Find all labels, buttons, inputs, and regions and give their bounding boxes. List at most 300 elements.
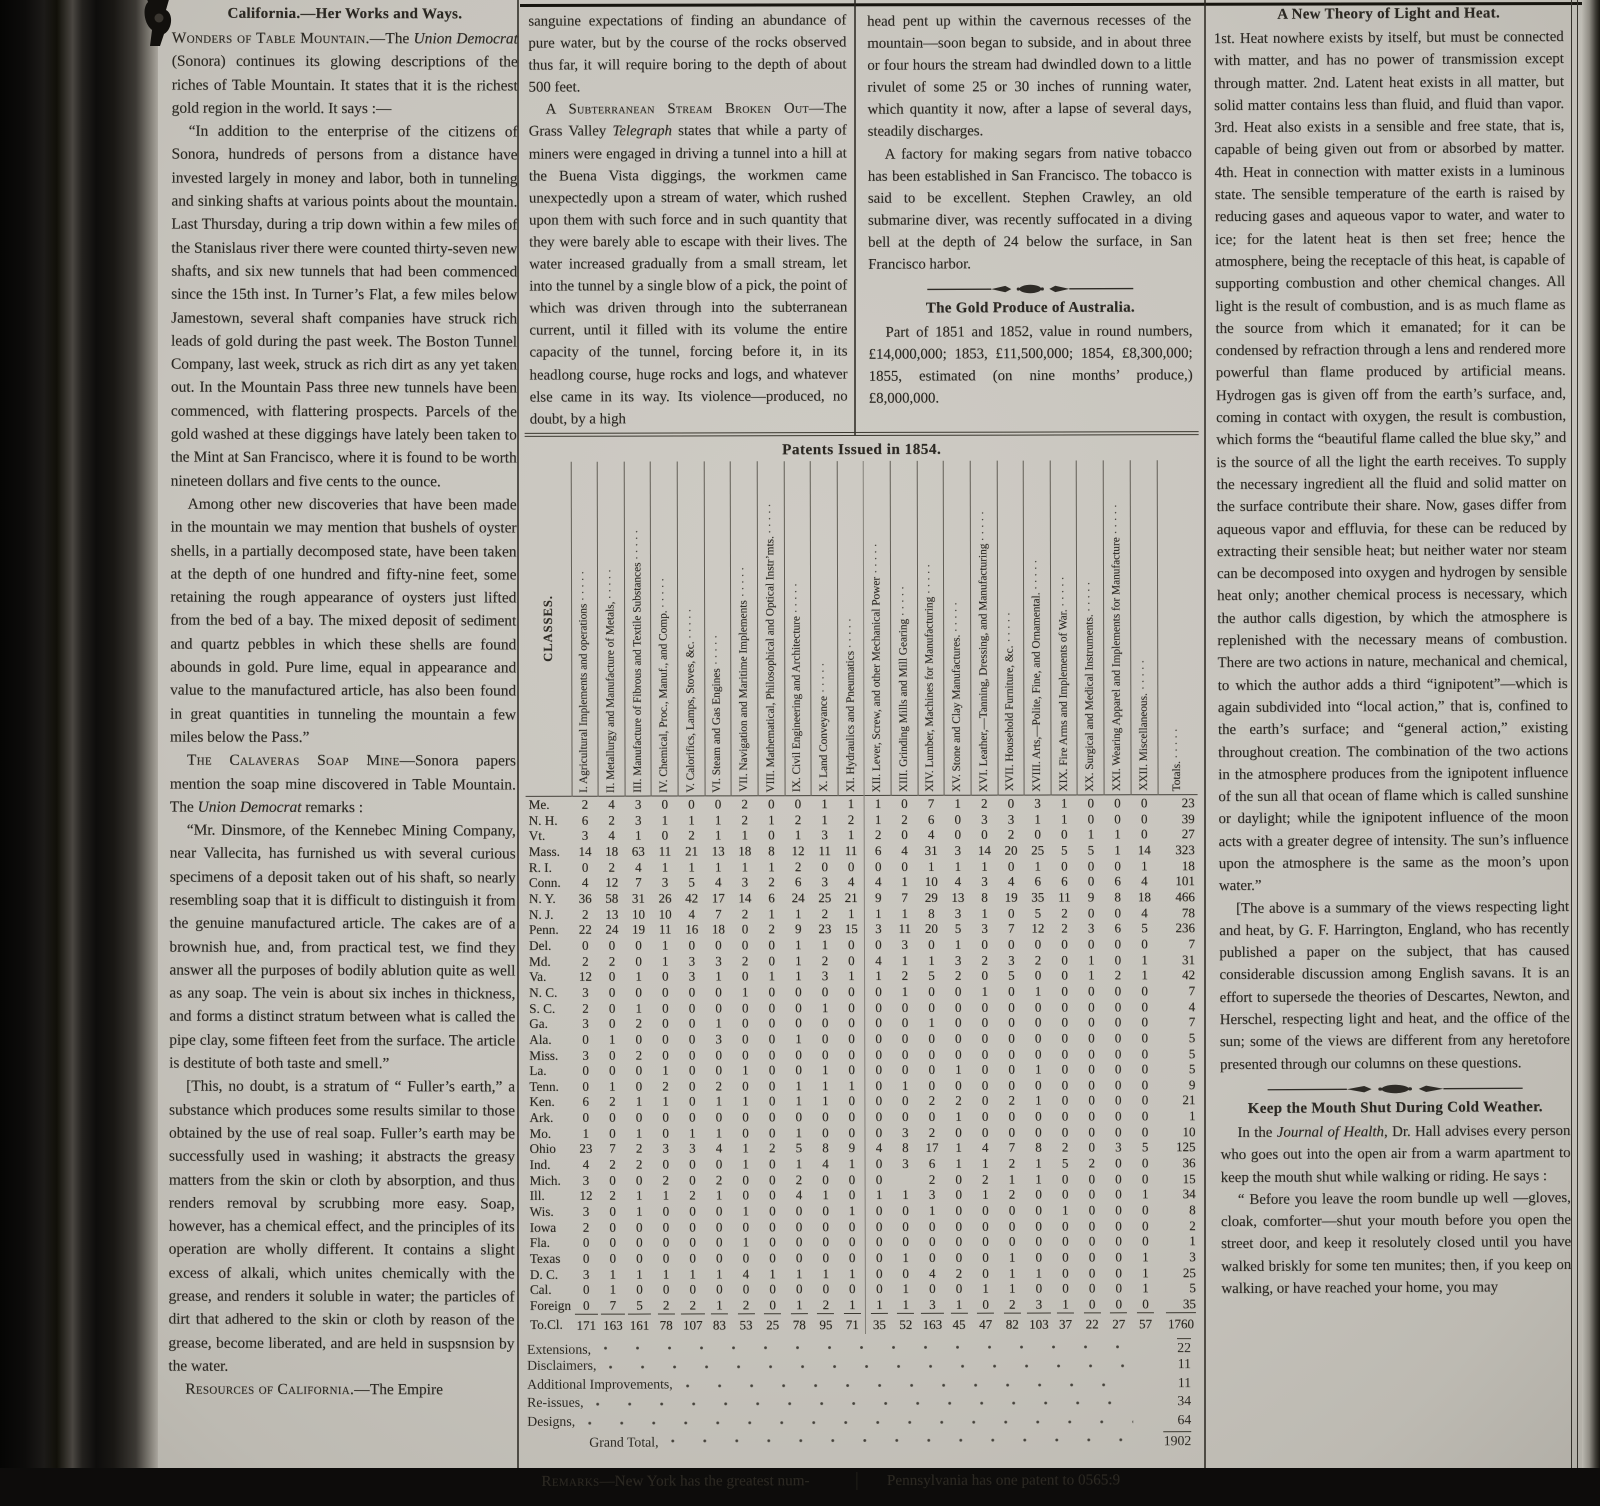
table-cell: 0 xyxy=(892,1234,919,1250)
table-cell: 1 xyxy=(758,812,785,828)
table-cell: 0 xyxy=(573,1298,600,1314)
table-cell: 4 xyxy=(865,1140,892,1156)
table-cell: 2 xyxy=(972,1171,999,1187)
text-segment: Wonders of Table Mountain.— xyxy=(172,30,386,48)
table-cell: 0 xyxy=(839,1109,866,1125)
table-cell: 2 xyxy=(732,906,759,922)
table-cell: 1 xyxy=(785,906,812,922)
table-cell: 1 xyxy=(652,1063,679,1079)
table-cell: 0 xyxy=(1079,1234,1106,1250)
table-cell: 4 xyxy=(998,874,1025,890)
classes-header xyxy=(525,462,572,797)
table-cell: 0 xyxy=(998,983,1025,999)
table-cell: 0 xyxy=(918,1078,945,1094)
table-cell: 0 xyxy=(1025,936,1052,952)
article-title-light-heat: A New Theory of Light and Heat. xyxy=(1214,5,1564,24)
table-cell: 1 xyxy=(944,795,971,811)
table-cell: 0 xyxy=(998,905,1025,921)
table-cell: 7 xyxy=(600,1298,627,1314)
table-row-label: Ga. xyxy=(526,1016,572,1032)
class-totals-cell xyxy=(600,1313,627,1334)
class-total-value: 53 xyxy=(738,1313,755,1334)
table-cell: 0 xyxy=(599,1047,626,1063)
table-cell: 2 xyxy=(572,1000,599,1016)
table-cell: 0 xyxy=(1105,1155,1132,1171)
table-cell: 1 xyxy=(652,812,679,828)
table-cell: 0 xyxy=(1079,1249,1106,1265)
class-totals-cell xyxy=(813,1313,840,1334)
table-row xyxy=(526,905,1198,922)
table-cell: 3 xyxy=(1078,921,1105,937)
table-cell: 63 xyxy=(625,844,652,860)
table-cell: 2 xyxy=(812,906,839,922)
table-cell: 1 xyxy=(785,953,812,969)
table-cell: 29 xyxy=(918,890,945,906)
table-cell: 0 xyxy=(1052,1062,1079,1078)
table-cell: 0 xyxy=(1105,983,1132,999)
table-cell: 0 xyxy=(679,1219,706,1235)
table-cell: 0 xyxy=(892,1046,919,1062)
table-cell: 0 xyxy=(1051,1046,1078,1062)
table-cell: 0 xyxy=(732,1078,759,1094)
table-cell: 1 xyxy=(918,952,945,968)
table-cell: 0 xyxy=(599,1219,626,1235)
column-header-label: XIV. Lumber, Machines for Manufacturing · · · xyxy=(925,564,937,792)
table-cell: 1 xyxy=(599,1266,626,1282)
table-cell: 5 xyxy=(678,875,705,891)
table-cell: 1 xyxy=(892,1297,919,1313)
table-cell: 0 xyxy=(706,1219,733,1235)
table-cell: 11 xyxy=(652,843,679,859)
table-cell: 1 xyxy=(785,968,812,984)
table-cell: 0 xyxy=(998,936,1025,952)
footer-row-label: Additional Improvements, xyxy=(527,1376,673,1392)
table-cell: 12 xyxy=(572,969,599,985)
text-segment: —The Grass Valley xyxy=(529,101,847,140)
table-cell: 4 xyxy=(678,906,705,922)
table-cell: 0 xyxy=(732,1219,759,1235)
table-cell: 0 xyxy=(918,1062,945,1078)
table-cell: 0 xyxy=(573,1235,600,1251)
table-cell: 1 xyxy=(1052,1202,1079,1218)
text-segment: Union Democrat xyxy=(414,30,518,47)
table-cell: 31 xyxy=(918,843,945,859)
table-cell: 2 xyxy=(998,1093,1025,1109)
table-cell: 26 xyxy=(652,890,679,906)
table-row xyxy=(526,1061,1198,1078)
table-cell: 1 xyxy=(679,1125,706,1141)
table-cell: 1 xyxy=(1131,952,1158,968)
table-cell: 0 xyxy=(1052,1109,1079,1125)
table-cell: 3 xyxy=(679,969,706,985)
dot-leader xyxy=(685,1382,1133,1388)
table-cell: 0 xyxy=(972,1109,999,1125)
table-cell: 0 xyxy=(705,937,732,953)
table-column-header xyxy=(917,461,945,796)
table-cell: 3 xyxy=(812,968,839,984)
table-cell: 0 xyxy=(759,1047,786,1063)
table-row-label: La. xyxy=(526,1063,572,1079)
table-cell: 0 xyxy=(653,1219,680,1235)
table-cell: 2 xyxy=(572,796,599,812)
table-cell: 1 xyxy=(732,859,759,875)
table-cell: 1 xyxy=(999,1281,1026,1297)
table-cell: 7 xyxy=(705,906,732,922)
table-cell: 13 xyxy=(945,890,972,906)
text-segment: states that while a party of miners were engaged in driving a tunnel into a hill at the Buena Vista diggings, the workmen came unexpectedly upon a stream of water, which rushed upon them with such force and in such quantity that they were barely able to escape with their lives. The water increased gradually from a small stream, let into the tunnel by a single blow of a pick, the point of which was driven through into the subterranean current, until it filled with its volume the entire capacity of the tunnel, forcing before it, in its headlong course, huge rocks and logs, and whatever else came in its way. Its violence—produced, no doubt, by a high xyxy=(529,123,848,427)
dot-leader xyxy=(596,1401,1134,1407)
table-cell: 1 xyxy=(839,1078,866,1094)
table-cell: 4 xyxy=(812,1156,839,1172)
table-cell: 2 xyxy=(971,952,998,968)
table-cell: 0 xyxy=(1131,811,1158,827)
table-cell: 0 xyxy=(812,1031,839,1047)
table-cell: 0 xyxy=(1131,1046,1158,1062)
table-cell: 2 xyxy=(626,1157,653,1173)
table-cell: 10 xyxy=(625,906,652,922)
table-cell: 1 xyxy=(971,858,998,874)
table-row-label: N. H. xyxy=(526,812,572,828)
table-cell: 2 xyxy=(652,1172,679,1188)
table-cell: 0 xyxy=(758,984,785,1000)
table-cell: 0 xyxy=(679,1031,706,1047)
table-cell: 5 xyxy=(945,921,972,937)
table-row-total: 236 xyxy=(1158,920,1198,936)
table-cell: 2 xyxy=(813,1297,840,1313)
remarks-left xyxy=(527,1472,856,1491)
class-totals-grand xyxy=(1159,1312,1199,1333)
table-cell: 1 xyxy=(891,952,918,968)
table-cell: 0 xyxy=(865,859,892,875)
table-column-header xyxy=(597,462,625,797)
table-cell: 1 xyxy=(785,1078,812,1094)
table-row-total: 9 xyxy=(1158,1077,1198,1093)
column-header-label: XVI. Leather,—Tanning, Dressing, and Manufacturing · · · xyxy=(978,510,990,791)
table-cell: 1 xyxy=(1132,1187,1159,1203)
table-cell: 0 xyxy=(998,1046,1025,1062)
table-cell: 1 xyxy=(838,906,865,922)
table-cell: 14 xyxy=(971,843,998,859)
table-cell: 0 xyxy=(1078,1140,1105,1156)
table-cell: 0 xyxy=(626,1251,653,1267)
table-cell: 2 xyxy=(625,1016,652,1032)
table-row xyxy=(526,952,1198,969)
table-cell: 2 xyxy=(892,968,919,984)
table-cell: 0 xyxy=(839,1281,866,1297)
table-cell: 1 xyxy=(625,828,652,844)
table-cell: 14 xyxy=(732,890,759,906)
class-totals-cell xyxy=(1052,1312,1079,1333)
table-cell: 0 xyxy=(866,1219,893,1235)
class-total-value: 161 xyxy=(628,1313,652,1334)
table-cell: 1 xyxy=(999,1265,1026,1281)
table-cell: 6 xyxy=(918,811,945,827)
table-cell: 0 xyxy=(1104,952,1131,968)
table-cell: 1 xyxy=(891,905,918,921)
table-cell: 2 xyxy=(1051,921,1078,937)
table-cell: 35 xyxy=(1024,889,1051,905)
text-segment: remarks : xyxy=(301,799,363,816)
paragraph-subterranean-stream xyxy=(529,98,848,431)
table-cell: 8 xyxy=(1025,1140,1052,1156)
table-cell: 1 xyxy=(759,1266,786,1282)
paragraph-enterprise: “In addition to the enterprise of the citizens of Sonora, hundreds of persons from a distance have invested largely in money and labor, both in tunneling and sinking shafts at various points about the mountain. Last Thursday, during a trip down within a few miles of the Stanislaus river there were counted thirty-seven new shafts, and six new tunnels that had been commenced since the 15th inst. In Turner’s Flat, a few miles below Jamestown, several shaft companies have struck rich leads of gold during the past week. The Boston Tunnel Company, last week, struck as rich dirt as any yet taken out. In the Mountain Pass three new tunnels have been commenced, with flattering prospects. Parcels of the gold washed at these diggings have lately been taken to the Mint at San Francisco, where it is found to be worth nineteen dollars and five cents to the ounce. xyxy=(171,120,518,494)
table-cell: 0 xyxy=(866,1234,893,1250)
table-cell: 1 xyxy=(892,1078,919,1094)
table-cell: 1 xyxy=(626,1188,653,1204)
table-cell: 0 xyxy=(626,1172,653,1188)
table-cell: 6 xyxy=(1104,921,1131,937)
table-cell: 1 xyxy=(705,1016,732,1032)
table-cell: 12 xyxy=(785,843,812,859)
table-cell: 0 xyxy=(945,1218,972,1234)
column-header-label: VII. Navigation and Maritime Implements · · · xyxy=(738,568,750,793)
table-cell: 0 xyxy=(1079,1202,1106,1218)
footer-row xyxy=(527,1375,1191,1395)
table-cell: 3 xyxy=(705,953,732,969)
table-cell: 0 xyxy=(785,1062,812,1078)
table-row-total: 23 xyxy=(1158,795,1198,811)
table-cell: 0 xyxy=(599,1251,626,1267)
table-cell: 0 xyxy=(971,937,998,953)
table-row-total: 34 xyxy=(1159,1187,1199,1203)
table-cell: 17 xyxy=(705,890,732,906)
table-cell: 0 xyxy=(865,1046,892,1062)
table-cell: 0 xyxy=(1105,1046,1132,1062)
column-header-label: IX. Civil Engineering and Architecture · · · xyxy=(792,583,804,792)
table-cell: 36 xyxy=(572,891,599,907)
table-cell: 1 xyxy=(1024,858,1051,874)
table-cell: 21 xyxy=(678,843,705,859)
table-cell: 0 xyxy=(679,1047,706,1063)
table-cell: 0 xyxy=(626,1063,653,1079)
table-column-header xyxy=(571,462,599,797)
table-row-total: 42 xyxy=(1158,967,1198,983)
table-cell: 0 xyxy=(918,1031,945,1047)
table-cell: 1 xyxy=(705,969,732,985)
table-cell: 1 xyxy=(838,827,865,843)
table-cell: 0 xyxy=(653,1251,680,1267)
table-cell: 24 xyxy=(785,890,812,906)
paper xyxy=(158,0,1600,1468)
footer-row-value xyxy=(1145,1431,1191,1449)
table-cell: 1 xyxy=(705,812,732,828)
table-cell: 0 xyxy=(758,937,785,953)
table-cell: 0 xyxy=(972,1062,999,1078)
table-row-label: Mass. xyxy=(526,844,572,860)
table-cell: 58 xyxy=(598,891,625,907)
table-cell: 3 xyxy=(572,1047,599,1063)
table-cell: 0 xyxy=(1051,983,1078,999)
table-cell: 0 xyxy=(1025,1124,1052,1140)
column-rule-3 xyxy=(1204,0,1206,1468)
dot-leader xyxy=(671,1438,1134,1444)
table-cell: 0 xyxy=(919,1234,946,1250)
class-totals-cell xyxy=(733,1313,760,1334)
table-cell: 0 xyxy=(1025,1187,1052,1203)
table-cell: 0 xyxy=(786,1203,813,1219)
class-totals-cell xyxy=(786,1313,813,1334)
table-row xyxy=(526,842,1198,859)
table-cell: 1 xyxy=(812,1062,839,1078)
table-cell: 0 xyxy=(1078,1015,1105,1031)
table-cell: 9 xyxy=(839,1140,866,1156)
table-cell: 0 xyxy=(1052,1093,1079,1109)
footer-row-label: Designs, xyxy=(527,1414,575,1430)
table-cell: 1 xyxy=(786,1266,813,1282)
table-cell: 12 xyxy=(573,1188,600,1204)
table-cell: 0 xyxy=(706,1282,733,1298)
table-cell: 14 xyxy=(1131,842,1158,858)
column-header-label: VIII. Mathematical, Philosophical and Optical Instr’mts. · · · xyxy=(765,503,777,792)
class-total-value: 52 xyxy=(897,1313,914,1334)
dot-leader xyxy=(603,1345,1133,1351)
table-row-label: Iowa xyxy=(527,1219,573,1235)
paragraph-fullers-earth: [This, no doubt, is a stratum of “ Fuller’s earth,” a substance which produces some results similar to those obtained by the use of real soap. Fuller’s earth may be successfully used in washing; it abstracts the greasy matters from the skin or cloth by absorption, and thus renders removal by scrubbing more easy. Soap, however, has a chemical effect, and the principles of its operation are wholly different. It contains a slight excess of alkali, which unites chemically with the grease, and renders it soluble in water; the particles of dirt that adhered to the skin or cloth by reason of the grease, become liberated, and are held in suspsnsion by the water. xyxy=(168,1075,515,1379)
table-cell: 2 xyxy=(999,1156,1026,1172)
table-cell: 0 xyxy=(652,1110,679,1126)
table-cell: 1 xyxy=(625,1000,652,1016)
table-row-label: D. C. xyxy=(527,1266,573,1282)
table-cell: 1 xyxy=(786,1156,813,1172)
table-cell: 1 xyxy=(918,858,945,874)
table-cell: 3 xyxy=(998,811,1025,827)
table-cell: 2 xyxy=(572,906,599,922)
table-cell: 6 xyxy=(572,812,599,828)
table-cell: 0 xyxy=(1077,795,1104,811)
table-row-label: Penn. xyxy=(526,922,572,938)
table-cell: 0 xyxy=(812,1203,839,1219)
column-rule-2 xyxy=(854,0,856,436)
table-cell: 0 xyxy=(1105,1171,1132,1187)
table-cell: 1 xyxy=(626,1094,653,1110)
table-column-header xyxy=(704,461,732,796)
footer-row-value: 64 xyxy=(1145,1412,1191,1428)
table-cell: 0 xyxy=(1132,1108,1159,1124)
table-cell: 0 xyxy=(1051,1030,1078,1046)
table-cell: 18 xyxy=(731,843,758,859)
table-cell: 2 xyxy=(599,1157,626,1173)
table-cell: 0 xyxy=(732,1047,759,1063)
column-light-heat xyxy=(1214,5,1573,1469)
table-cell: 1 xyxy=(945,1109,972,1125)
column-header-label: XX. Surgical and Medical Instruments. · · · xyxy=(1085,581,1097,791)
table-cell: 0 xyxy=(1104,858,1131,874)
table-cell: 1 xyxy=(653,1266,680,1282)
class-total-value: 35 xyxy=(871,1313,888,1334)
table-cell: 0 xyxy=(1078,999,1105,1015)
table-cell: 1 xyxy=(1051,795,1078,811)
table-column-header xyxy=(864,461,892,796)
table-cell: 1 xyxy=(971,984,998,1000)
table-row-total: 8 xyxy=(1159,1202,1199,1218)
table-cell: 1 xyxy=(892,984,919,1000)
table-column-header xyxy=(730,461,758,796)
table-cell: 1 xyxy=(1132,1249,1159,1265)
text-segment: The Empire xyxy=(370,1381,443,1398)
table-cell: 5 xyxy=(918,968,945,984)
table-cell: 0 xyxy=(785,984,812,1000)
table-cell: 0 xyxy=(892,1015,919,1031)
table-cell: 2 xyxy=(626,1141,653,1157)
class-totals-cell xyxy=(1105,1312,1132,1333)
class-total-value: 47 xyxy=(977,1312,994,1333)
table-cell: 0 xyxy=(865,1078,892,1094)
class-total-value: 71 xyxy=(844,1313,861,1334)
table-cell: 1 xyxy=(705,828,732,844)
table-cell: 4 xyxy=(733,1266,760,1282)
table-cell: 1 xyxy=(706,1266,733,1282)
table-cell: 1 xyxy=(599,1031,626,1047)
table-cell: 18 xyxy=(598,844,625,860)
table-cell: 16 xyxy=(678,922,705,938)
footer-row-label: Disclaimers, xyxy=(527,1358,596,1374)
table-cell: 4 xyxy=(972,1140,999,1156)
table-cell: 0 xyxy=(972,1234,999,1250)
patents-table-footer xyxy=(527,1338,1191,1451)
table-column-header xyxy=(970,461,998,796)
table-cell: 31 xyxy=(625,890,652,906)
table-cell: 0 xyxy=(838,953,865,969)
table-cell: 0 xyxy=(1105,1296,1132,1312)
table-cell: 0 xyxy=(1131,1014,1158,1030)
table-cell: 0 xyxy=(599,1125,626,1141)
table-cell: 3 xyxy=(945,952,972,968)
table-cell: 0 xyxy=(732,922,759,938)
table-row-label: Vt. xyxy=(526,828,572,844)
table-cell: 0 xyxy=(998,1109,1025,1125)
table-cell: 2 xyxy=(733,1297,760,1313)
table-cell: 0 xyxy=(1025,1109,1052,1125)
class-total-value: 95 xyxy=(817,1313,834,1334)
table-cell: 1 xyxy=(785,827,812,843)
table-cell: 0 xyxy=(733,1282,760,1298)
table-cell: 0 xyxy=(946,1281,973,1297)
table-cell: 3 xyxy=(652,875,679,891)
table-cell: 0 xyxy=(812,1047,839,1063)
table-cell: 1 xyxy=(865,1187,892,1203)
table-cell: 3 xyxy=(945,905,972,921)
table-cell: 11 xyxy=(891,921,918,937)
column-header-label: XI. Hydraulics and Pneumatics · · · xyxy=(845,618,857,792)
table-cell: 2 xyxy=(679,1297,706,1313)
table-cell: 23 xyxy=(572,1141,599,1157)
footer-row xyxy=(527,1356,1191,1376)
table-row xyxy=(527,1218,1199,1235)
table-cell: 13 xyxy=(705,843,732,859)
table-cell: 0 xyxy=(652,1000,679,1016)
footer-row xyxy=(527,1431,1191,1451)
table-cell: 1 xyxy=(1078,952,1105,968)
patents-table-title: Patents Issued in 1854. xyxy=(525,440,1199,460)
table-row-total: 5 xyxy=(1158,1061,1198,1077)
table-cell: 4 xyxy=(573,1157,600,1173)
class-totals-cell xyxy=(653,1313,680,1334)
text-segment: In the xyxy=(1237,1125,1276,1141)
table-cell: 1 xyxy=(839,1297,866,1313)
table-cell: 3 xyxy=(971,921,998,937)
table-cell: 2 xyxy=(999,1297,1026,1313)
table-cell: 0 xyxy=(759,1015,786,1031)
column-header-label: XII. Lever, Screw, and other Mechanical Power · · · xyxy=(871,543,883,792)
dot-leader xyxy=(587,1419,1133,1425)
table-row-label: Ind. xyxy=(527,1157,573,1173)
class-total-value: 82 xyxy=(1004,1312,1021,1333)
table-cell: 0 xyxy=(599,1204,626,1220)
table-cell: 0 xyxy=(679,1110,706,1126)
table-cell: 3 xyxy=(891,937,918,953)
table-cell: 0 xyxy=(918,984,945,1000)
